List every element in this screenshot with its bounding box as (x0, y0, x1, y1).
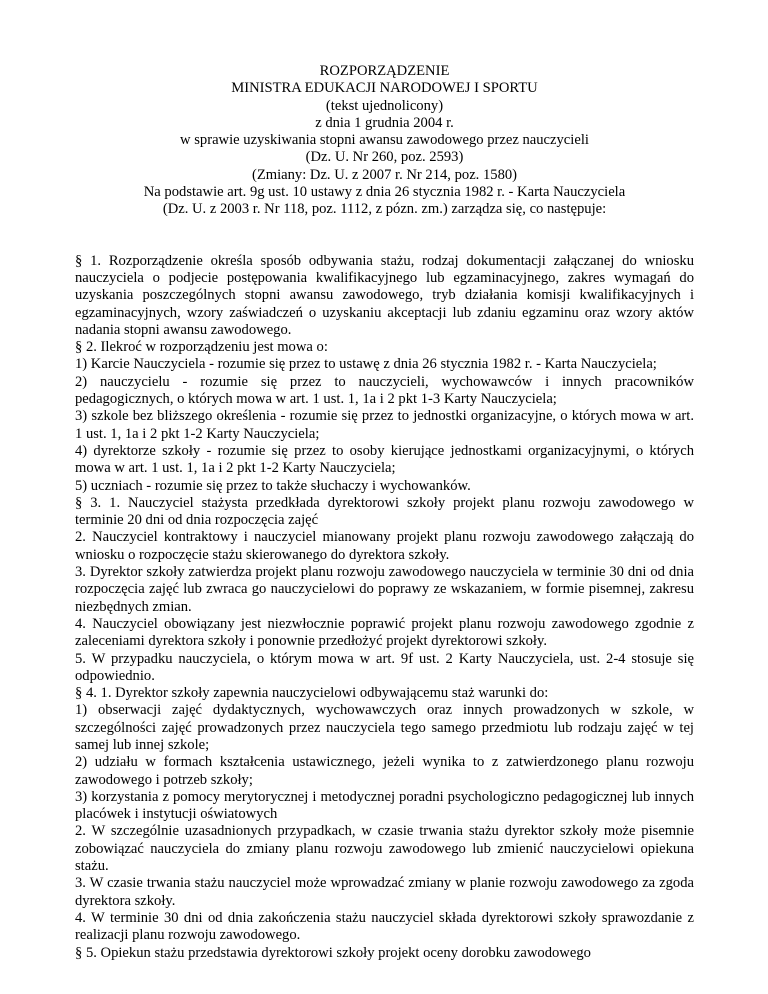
header-legal-basis: Na podstawie art. 9g ust. 10 ustawy z dnia 26 stycznia 1982 r. - Karta Nauczyciela (143, 184, 626, 201)
paragraph: 1) Karcie Nauczyciela - rozumie się przez to ustawę z dnia 26 stycznia 1982 r. - Karta Nauczyciela; (75, 356, 657, 373)
header-amendments: (Zmiany: Dz. U. z 2007 r. Nr 214, poz. 1580) (251, 166, 518, 183)
header-journal-ref: (Dz. U. Nr 260, poz. 2593) (305, 149, 464, 166)
spacer (75, 219, 694, 236)
paragraph: 3) szkole bez bliższego określenia - rozumie się przez to jednostki organizacyjne, o których mowa w art. 1 ust. 1, 1a i 2 pkt 1-2 Karty Nauczyciela; (75, 408, 694, 442)
paragraph: 4) dyrektorze szkoły - rozumie się przez to osoby kierujące jednostkami organizacyjnymi, o których mowa w art. 1 ust. 1, 1a i 2 pkt 1-2 Karty Nauczyciela; (75, 442, 694, 477)
header-subject: w sprawie uzyskiwania stopni awansu zawodowego przez nauczycieli (180, 132, 589, 149)
paragraph: § 5. Opiekun stażu przedstawia dyrektorowi szkoły projekt oceny dorobku zawodowego (75, 944, 591, 961)
paragraph: § 3. 1. Nauczyciel stażysta przedkłada dyrektorowi szkoły projekt planu rozwoju zawodowego w terminie 20 dni od dnia rozpoczęcia zajęć (75, 494, 694, 529)
header-title: ROZPORZĄDZENIE (319, 63, 450, 79)
header-date: z dnia 1 grudnia 2004 r. (315, 114, 454, 131)
paragraph: § 4. 1. Dyrektor szkoły zapewnia nauczycielowi odbywającemu staż warunki do: (75, 685, 549, 702)
paragraph: 5) uczniach - rozumie się przez to także słuchaczy i wychowanków. (75, 477, 471, 494)
paragraph: 2) nauczycielu - rozumie się przez to nauczycieli, wychowawców i innych pracowników pedagogicznych, o których mowa w art. 1 ust. 1, 1a i 2 pkt 1-3 Karty Nauczyciela; (75, 373, 694, 408)
paragraph: 5. W przypadku nauczyciela, o którym mowa w art. 9f ust. 2 Karty Nauczyciela, ust. 2-4 stosuje się odpowiednio. (75, 650, 694, 684)
document-page (75, 63, 694, 962)
paragraph: § 1. Rozporządzenie określa sposób odbywania stażu, rodzaj dokumentacji załączanej do wniosku nauczyciela o podjecie postępowania kwalifikacyjnego lub egzaminacyjnego, zakres wymagań do uzyskania poszczególnych stopni awansu zawodowego, tryb działania komisji kwalifikacyjnych i egzaminacyjnych, wzory zaświadczeń o uzyskaniu akceptacji lub zdaniu egzaminu oraz wzory aktów nadania stopni awansu zawodowego. (75, 252, 694, 338)
document-header (75, 63, 694, 219)
paragraph: 3. Dyrektor szkoły zatwierdza projekt planu rozwoju zawodowego nauczyciela w terminie 30 dni od dnia rozpoczęcia zajęć lub zwraca go nauczycielowi do poprawy ze wskazaniem, w formie pisemnej, zakresu niezbędnych zmian. (75, 564, 694, 615)
header-consolidated-note: (tekst ujednolicony) (325, 97, 444, 114)
paragraph: 4. Nauczyciel obowiązany jest niezwłocznie poprawić projekt planu rozwoju zawodowego zgodnie z zaleceniami dyrektora szkoły i ponownie przedłożyć projekt dyrektorowi szkoły. (75, 615, 694, 650)
paragraph: § 2. Ilekroć w rozporządzeniu jest mowa o: (75, 339, 328, 356)
document-body (75, 253, 694, 962)
spacer (75, 236, 694, 253)
paragraph: 3. W czasie trwania stażu nauczyciel może wprowadzać zmiany w planie rozwoju zawodowego za zgoda dyrektora szkoły. (75, 875, 694, 909)
paragraph: 2. W szczególnie uzasadnionych przypadkach, w czasie trwania stażu dyrektor szkoły może pisemnie zobowiązać nauczyciela do zmiany planu rozwoju zawodowego lub zmienić nauczycielowi opiekuna stażu. (75, 823, 694, 875)
paragraph: 4. W terminie 30 dni od dnia zakończenia stażu nauczyciel składa dyrektorowi szkoły sprawozdanie z realizacji planu rozwoju zawodowego. (75, 909, 694, 944)
header-legal-basis-ref: (Dz. U. z 2003 r. Nr 118, poz. 1112, z pózn. zm.) zarządza się, co następuje: (162, 201, 607, 218)
paragraph: 2) udziału w formach kształcenia ustawicznego, jeżeli wynika to z zatwierdzonego planu rozwoju zawodowego i potrzeb szkoły; (75, 754, 694, 788)
header-issuer: MINISTRA EDUKACJI NARODOWEJ I SPORTU (231, 80, 538, 97)
paragraph: 3) korzystania z pomocy merytorycznej i metodycznej poradni psychologiczno pedagogicznej lub innych placówek i instytucji oświatowych (75, 788, 694, 823)
paragraph: 2. Nauczyciel kontraktowy i nauczyciel mianowany projekt planu rozwoju zawodowego załączają do wniosku o rozpoczęcie stażu skierowanego do dyrektora szkoły. (75, 529, 694, 563)
paragraph: 1) obserwacji zajęć dydaktycznych, wychowawczych oraz innych prowadzonych w szkole, w szczególności zajęć prowadzonych przez nauczyciela tego samego przedmiotu lub rodzaju zajęć w tej samej lub innej szkole; (75, 702, 694, 753)
